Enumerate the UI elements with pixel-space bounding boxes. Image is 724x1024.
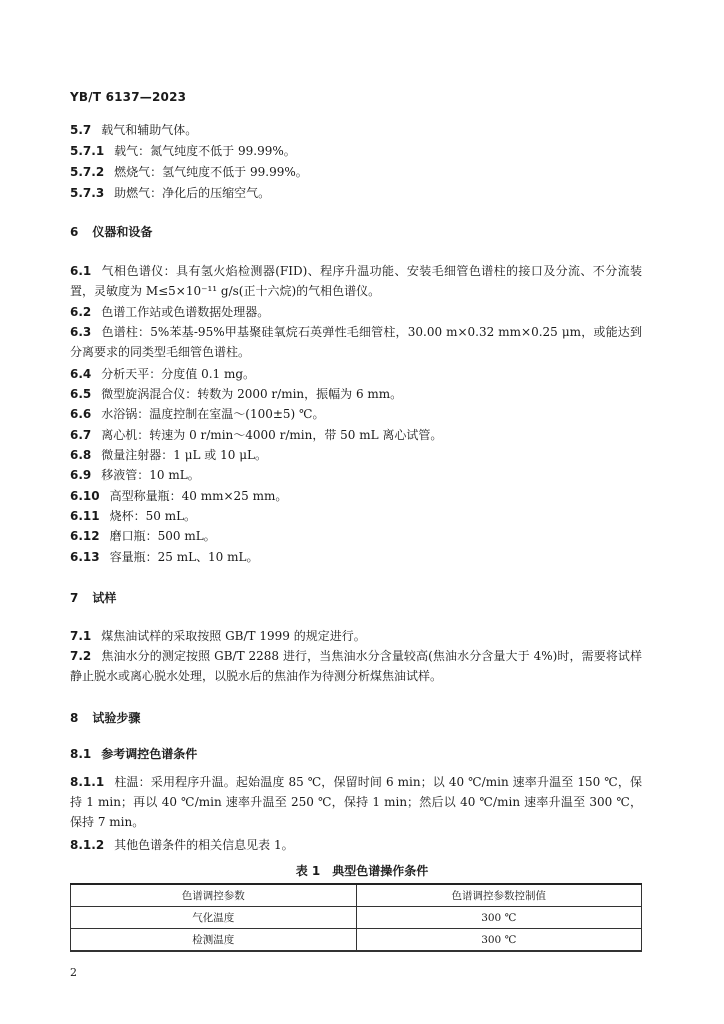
table-cell: 300 ℃ [356, 907, 642, 929]
table-1-title: 表 1 典型色谱操作条件 [295, 864, 429, 878]
clause-6-2: 6.2 色谱工作站或色谱数据处理器。 [70, 305, 270, 319]
table-header-cell: 色谱调控参数 [71, 884, 357, 907]
clause-8-1-1: 8.1.1 柱温：采用程序升温。起始温度 85 ℃，保留时间 6 min；以 40 ℃/min 速率升温至 150 ℃，保持 1 min；再以 40 ℃/min 速率升温至 250 ℃，保持 1 min；然后以 40 ℃/min 速率升温至 300 ℃，保持 7 min。 [70, 775, 642, 829]
clause-8-1-heading: 8.1 参考调控色谱条件 [70, 747, 198, 761]
clause-7-1: 7.1 煤焦油试样的采取按照 GB/T 1999 的规定进行。 [70, 629, 366, 643]
clause-6-7: 6.7 离心机：转速为 0 r/min～4000 r/min，带 50 mL 离心试管。 [70, 428, 443, 442]
clause-5-7-1: 5.7.1 载气：氮气纯度不低于 99.99%。 [70, 144, 296, 158]
clause-7-2: 7.2 焦油水分的测定按照 GB/T 2288 进行，当焦油水分含量较高(焦油水分含量大于 4%)时，需要将试样静止脱水或离心脱水处理，以脱水后的焦油作为待测分析煤焦油试样。 [70, 649, 642, 683]
page-number: 2 [70, 966, 77, 979]
clause-8-1-2: 8.1.2 其他色谱条件的相关信息见表 1。 [70, 838, 294, 852]
table-header-row [71, 884, 642, 907]
clause-6-10: 6.10 高型称量瓶：40 mm×25 mm。 [70, 489, 288, 503]
table-row [71, 907, 642, 929]
clause-6-12: 6.12 磨口瓶：500 mL。 [70, 529, 216, 543]
clause-6-5: 6.5 微型旋涡混合仪：转数为 2000 r/min，振幅为 6 mm。 [70, 387, 403, 401]
clause-6-9: 6.9 移液管：10 mL。 [70, 468, 200, 482]
table-cell: 检测温度 [71, 929, 357, 952]
table-1 [70, 883, 642, 952]
clause-6-13: 6.13 容量瓶：25 mL、10 mL。 [70, 550, 259, 564]
standard-number: YB/T 6137—2023 [70, 90, 187, 104]
section-6-heading: 6 仪器和设备 [70, 225, 153, 239]
section-8-heading: 8 试验步骤 [70, 711, 141, 725]
table-cell: 300 ℃ [356, 929, 642, 952]
clause-6-11: 6.11 烧杯：50 mL。 [70, 509, 197, 523]
clause-5-7: 5.7 载气和辅助气体。 [70, 123, 198, 137]
clause-6-1: 6.1 气相色谱仪：具有氢火焰检测器(FID)、程序升温功能、安装毛细管色谱柱的接口及分流、不分流装置，灵敏度为 M≤5×10⁻¹¹ g/s(正十六烷)的气相色谱仪。 [70, 264, 642, 298]
clause-6-3: 6.3 色谱柱：5%苯基-95%甲基聚硅氧烷石英弹性毛细管柱，30.00 m×0.32 mm×0.25 μm，或能达到分离要求的同类型毛细管色谱柱。 [70, 325, 642, 359]
clause-5-7-3: 5.7.3 助燃气：净化后的压缩空气。 [70, 186, 271, 200]
section-7-heading: 7 试样 [70, 591, 117, 605]
clause-5-7-2: 5.7.2 燃烧气：氢气纯度不低于 99.99%。 [70, 165, 308, 179]
table-header-cell: 色谱调控参数控制值 [356, 884, 642, 907]
clause-6-6: 6.6 水浴锅：温度控制在室温～(100±5) ℃。 [70, 407, 325, 421]
clause-6-4: 6.4 分析天平：分度值 0.1 mg。 [70, 367, 256, 381]
table-row [71, 929, 642, 952]
clause-6-8: 6.8 微量注射器：1 μL 或 10 μL。 [70, 448, 267, 462]
table-cell: 气化温度 [71, 907, 357, 929]
